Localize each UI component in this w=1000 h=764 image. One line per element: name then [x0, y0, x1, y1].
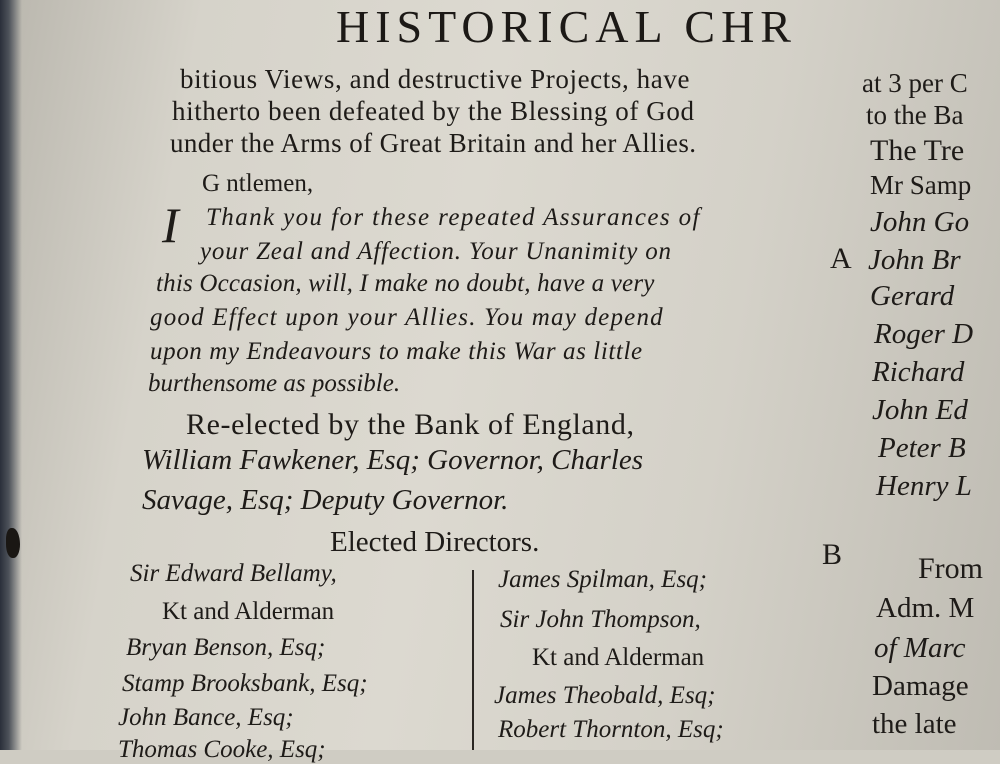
reelected-line: William Fawkener, Esq; Governor, Charles [142, 444, 644, 476]
right-line: John Ed [872, 394, 968, 426]
salutation: G ntlemen, [202, 170, 314, 197]
margin-letter-b: B [822, 538, 843, 571]
right-line: Gerard [870, 280, 955, 312]
right-line: of Marc [874, 632, 966, 664]
speech-line: good Effect upon your Allies. You may depend [150, 304, 664, 331]
right-line: Mr Samp [870, 170, 972, 200]
right-line: Roger D [874, 318, 974, 350]
right-line: to the Ba [866, 100, 964, 130]
intro-line: under the Arms of Great Britain and her Allies. [170, 128, 697, 158]
column-rule [472, 570, 474, 750]
margin-letter-a: A [830, 242, 852, 275]
right-line: John Br [868, 244, 961, 276]
right-line: The Tre [870, 134, 965, 167]
director-name: Bryan Benson, Esq; [126, 634, 326, 661]
ink-blot [6, 528, 20, 558]
reelected-line: Re-elected by the Bank of England, [186, 408, 635, 441]
intro-line: hitherto been defeated by the Blessing of God [172, 96, 695, 126]
reelected-line: Savage, Esq; Deputy Governor. [142, 484, 509, 516]
director-name: Sir Edward Bellamy, [130, 560, 337, 587]
right-line: Peter B [878, 432, 966, 464]
director-name: Thomas Cooke, Esq; [118, 736, 326, 763]
director-name: Robert Thornton, Esq; [498, 716, 724, 743]
binding-gutter [0, 0, 22, 750]
director-name: James Theobald, Esq; [494, 682, 716, 709]
intro-line: bitious Views, and destructive Projects, have [180, 64, 691, 94]
running-head: HISTORICAL CHR [336, 1, 797, 52]
speech-line: Thank you for these repeated Assurances of [206, 204, 701, 231]
right-line: John Go [870, 206, 970, 238]
director-name: Kt and Alderman [532, 644, 705, 671]
right-line: Henry L [876, 470, 972, 502]
director-name: Stamp Brooksbank, Esq; [122, 670, 368, 697]
right-line: Damage [872, 670, 969, 702]
right-line: Adm. M [876, 592, 975, 624]
speech-line: your Zeal and Affection. Your Unanimity on [200, 238, 672, 265]
right-line: From [918, 552, 984, 585]
speech-line: burthensome as possible. [148, 370, 401, 397]
director-name: Sir John Thompson, [500, 606, 701, 633]
director-name: Kt and Alderman [162, 598, 335, 625]
speech-line: this Occasion, will, I make no doubt, have a very [156, 270, 655, 297]
right-line: Richard [872, 356, 965, 388]
speech-line: upon my Endeavours to make this War as little [150, 338, 643, 365]
drop-cap: I [162, 197, 179, 253]
right-line: at 3 per C [862, 68, 968, 98]
right-line: the late [872, 708, 957, 740]
director-name: James Spilman, Esq; [498, 566, 707, 593]
directors-heading: Elected Directors. [330, 526, 540, 558]
director-name: John Bance, Esq; [118, 704, 294, 731]
